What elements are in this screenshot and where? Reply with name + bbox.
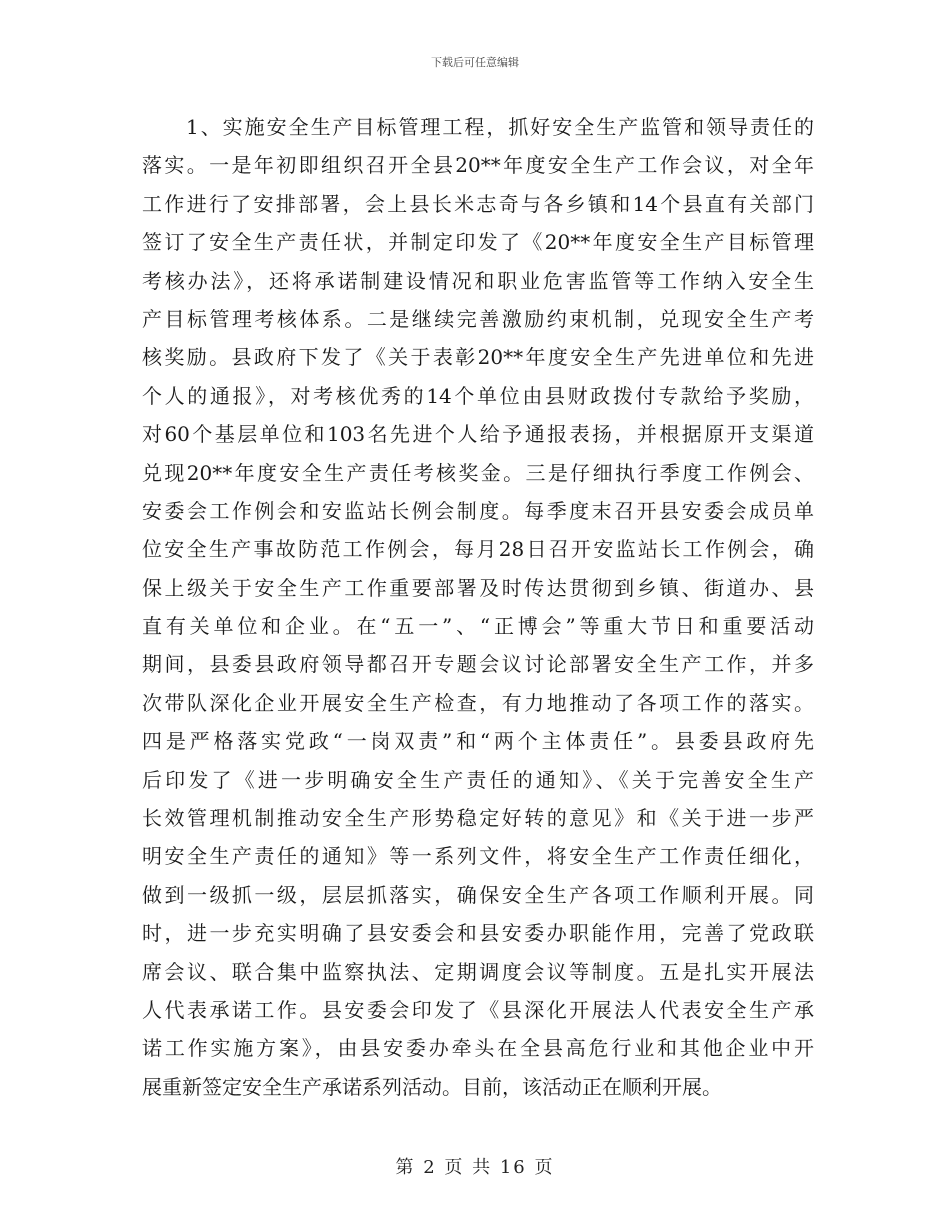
body-line: 工作进行了安排部署，会上县长米志奇与各乡镇和14个县直有关部门 <box>142 191 814 216</box>
body-line: 明安全生产责任的通知》等一系列文件，将安全生产工作责任细化， <box>142 844 814 869</box>
body-line: 兑现20**年度安全生产责任考核奖金。三是仔细执行季度工作例会、 <box>142 460 814 485</box>
body-line: 保上级关于安全生产工作重要部署及时传达贯彻到乡镇、街道办、县 <box>142 575 814 600</box>
document-body <box>142 108 814 1106</box>
body-line: 签订了安全生产责任状，并制定印发了《20**年度安全生产目标管理 <box>142 230 814 255</box>
body-line: 长效管理机制推动安全生产形势稳定好转的意见》和《关于进一步严 <box>142 806 814 831</box>
body-line: 时，进一步充实明确了县安委会和县安委办职能作用，完善了党政联 <box>142 921 814 946</box>
body-line: 核奖励。县政府下发了《关于表彰20**年度安全生产先进单位和先进 <box>142 345 814 370</box>
body-line: 期间，县委县政府领导都召开专题会议讨论部署安全生产工作，并多 <box>142 652 814 677</box>
body-line: 做到一级抓一级，层层抓落实，确保安全生产各项工作顺利开展。同 <box>142 882 814 907</box>
page-number-footer: 第 2 页 共 16 页 <box>395 1157 555 1178</box>
body-line: 个人的通报》，对考核优秀的14个单位由县财政拨付专款给予奖励， <box>142 383 814 408</box>
body-line: 人代表承诺工作。县安委会印发了《县深化开展法人代表安全生产承 <box>142 997 814 1022</box>
page-header-note: 下载后可任意编辑 <box>431 56 519 69</box>
body-line: 产目标管理考核体系。二是继续完善激励约束机制，兑现安全生产考 <box>142 306 814 331</box>
body-line: 直有关单位和企业。在“五一”、“正博会”等重大节日和重要活动 <box>142 614 814 639</box>
body-line: 位安全生产事故防范工作例会，每月28日召开安监站长工作例会，确 <box>142 537 814 562</box>
body-line: 考核办法》，还将承诺制建设情况和职业危害监管等工作纳入安全生 <box>142 268 814 293</box>
body-line: 四是严格落实党政“一岗双责”和“两个主体责任”。县委县政府先 <box>142 729 814 754</box>
body-line: 1、实施安全生产目标管理工程，抓好安全生产监管和领导责任的 <box>186 115 814 139</box>
body-line: 安委会工作例会和安监站长例会制度。每季度末召开县安委会成员单 <box>142 498 814 523</box>
body-line: 席会议、联合集中监察执法、定期调度会议等制度。五是扎实开展法 <box>142 959 814 984</box>
body-line: 次带队深化企业开展安全生产检查，有力地推动了各项工作的落实。 <box>142 690 814 715</box>
body-line: 展重新签定安全生产承诺系列活动。目前，该活动正在顺利开展。 <box>142 1074 722 1099</box>
body-line: 落实。一是年初即组织召开全县20**年度安全生产工作会议，对全年 <box>142 153 814 178</box>
body-line: 对60个基层单位和103名先进个人给予通报表扬，并根据原开支渠道 <box>142 422 814 447</box>
body-line: 诺工作实施方案》，由县安委办牵头在全县高危行业和其他企业中开 <box>142 1036 814 1061</box>
body-line: 后印发了《进一步明确安全生产责任的通知》、《关于完善安全生产 <box>142 767 814 792</box>
